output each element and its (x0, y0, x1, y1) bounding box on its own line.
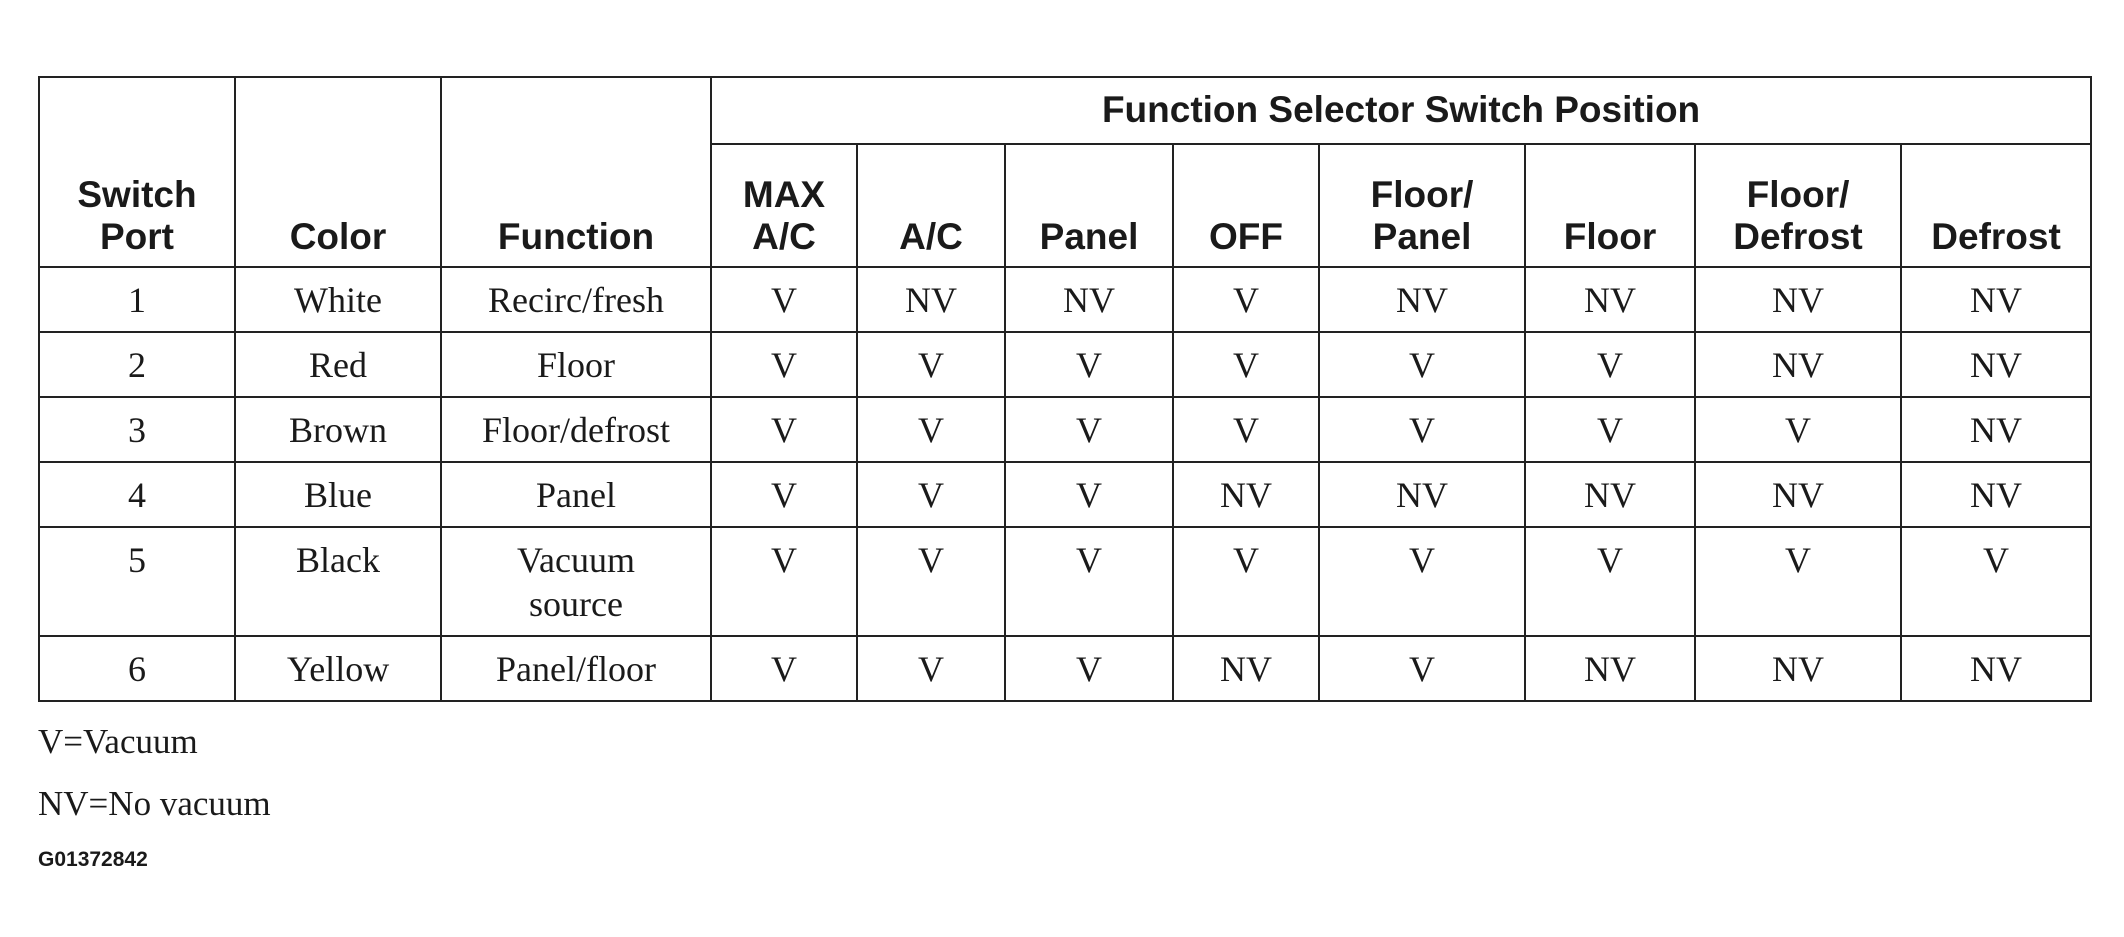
table-cell: 4 (39, 462, 235, 527)
header-row-1 (39, 77, 2091, 144)
vacuum-switch-table-container (38, 76, 2092, 702)
table-cell: Floor (441, 332, 711, 397)
table-cell: V (1319, 397, 1525, 462)
table-cell: NV (1695, 267, 1901, 332)
table-cell: Red (235, 332, 441, 397)
table-cell: NV (1695, 332, 1901, 397)
table-cell: V (1319, 527, 1525, 636)
table-cell: V (1525, 397, 1695, 462)
table-cell: V (711, 527, 857, 636)
table-cell: Panel/floor (441, 636, 711, 701)
table-cell: V (1695, 397, 1901, 462)
table-row (39, 462, 2091, 527)
table-cell: V (1319, 636, 1525, 701)
table-cell: Floor/defrost (441, 397, 711, 462)
column-header-defrost: Defrost (1901, 144, 2091, 267)
table-cell: Blue (235, 462, 441, 527)
table-cell: NV (1901, 267, 2091, 332)
table-cell: V (1173, 267, 1319, 332)
table-cell: NV (857, 267, 1005, 332)
table-cell: V (1901, 527, 2091, 636)
table-cell: 5 (39, 527, 235, 636)
column-header-function: Function (441, 77, 711, 267)
table-cell: NV (1901, 636, 2091, 701)
table-row (39, 397, 2091, 462)
table-cell: Panel (441, 462, 711, 527)
table-cell: NV (1319, 462, 1525, 527)
table-cell: NV (1173, 636, 1319, 701)
table-cell: V (1005, 636, 1173, 701)
table-cell: V (711, 397, 857, 462)
table-cell: NV (1525, 636, 1695, 701)
table-cell: V (1005, 527, 1173, 636)
table-cell: Brown (235, 397, 441, 462)
table-cell: V (1005, 462, 1173, 527)
table-row (39, 267, 2091, 332)
table-cell: Vacuum source (441, 527, 711, 636)
column-header-switch-port: Switch Port (39, 77, 235, 267)
table-cell: V (1525, 527, 1695, 636)
table-cell: V (711, 462, 857, 527)
table-cell: V (1173, 332, 1319, 397)
table-cell: NV (1695, 636, 1901, 701)
table-cell: NV (1173, 462, 1319, 527)
column-header-floor: Floor (1525, 144, 1695, 267)
column-header-off: OFF (1173, 144, 1319, 267)
table-cell: 6 (39, 636, 235, 701)
table-cell: 3 (39, 397, 235, 462)
table-row (39, 527, 2091, 636)
column-header-color: Color (235, 77, 441, 267)
figure-id: G01372842 (38, 848, 148, 871)
column-header-max-ac: MAX A/C (711, 144, 857, 267)
column-header-floor-panel: Floor/ Panel (1319, 144, 1525, 267)
table-cell: V (1319, 332, 1525, 397)
table-cell: NV (1695, 462, 1901, 527)
table-cell: NV (1005, 267, 1173, 332)
table-cell: V (1173, 397, 1319, 462)
table-cell: NV (1901, 332, 2091, 397)
table-cell: NV (1525, 267, 1695, 332)
column-header-floor-defrost: Floor/ Defrost (1695, 144, 1901, 267)
table-row (39, 332, 2091, 397)
table-cell: NV (1901, 462, 2091, 527)
column-header-ac: A/C (857, 144, 1005, 267)
table-cell: 1 (39, 267, 235, 332)
table-cell: V (857, 527, 1005, 636)
table-cell: V (857, 462, 1005, 527)
group-header-selector-position: Function Selector Switch Position (711, 77, 2091, 144)
table-cell: V (857, 332, 1005, 397)
table-cell: Yellow (235, 636, 441, 701)
table-cell: V (1005, 397, 1173, 462)
legend-no-vacuum: NV=No vacuum (38, 784, 271, 823)
table-cell: V (711, 636, 857, 701)
table-cell: 2 (39, 332, 235, 397)
table-cell: V (1173, 527, 1319, 636)
table-cell: V (711, 332, 857, 397)
table-cell: White (235, 267, 441, 332)
table-cell: Black (235, 527, 441, 636)
table-cell: V (1525, 332, 1695, 397)
table-cell: V (1005, 332, 1173, 397)
table-cell: V (711, 267, 857, 332)
table-cell: V (857, 397, 1005, 462)
table-row (39, 636, 2091, 701)
vacuum-switch-table (38, 76, 2092, 702)
column-header-panel: Panel (1005, 144, 1173, 267)
legend-vacuum: V=Vacuum (38, 722, 198, 761)
table-cell: NV (1525, 462, 1695, 527)
table-cell: V (857, 636, 1005, 701)
table-cell: NV (1901, 397, 2091, 462)
table-cell: V (1695, 527, 1901, 636)
table-cell: NV (1319, 267, 1525, 332)
table-cell: Recirc/fresh (441, 267, 711, 332)
